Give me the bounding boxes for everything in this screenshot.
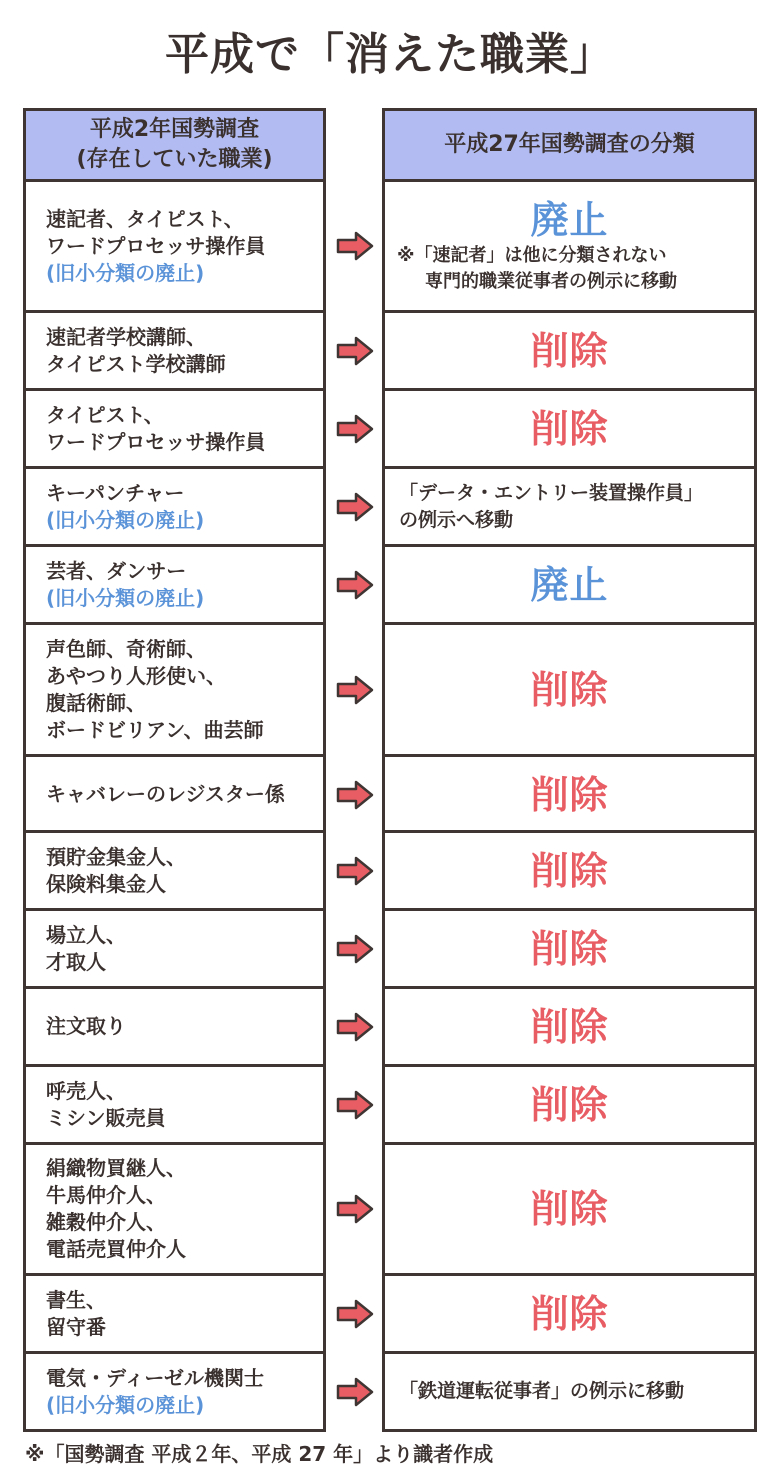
right-arrow-icon [336, 570, 374, 600]
classification-status: 削除 [530, 1187, 609, 1231]
old-occupation-text: タイピスト、 [46, 402, 164, 427]
new-classification-cell [382, 908, 757, 989]
page-title: 平成で「消えた職業」 [165, 29, 615, 80]
old-occupation-cell [23, 754, 326, 835]
classification-status: 削除 [530, 772, 609, 817]
new-classification-cell [382, 466, 757, 547]
right-arrow-icon [336, 336, 374, 366]
left-header-line1: 平成2年国勢調査 [89, 117, 260, 142]
new-classification-cell [382, 830, 757, 911]
old-occupation-text: タイピスト学校講師 [46, 351, 226, 376]
new-classification-cell [382, 1351, 757, 1432]
old-occupation-text: 声色師、奇術師、 [46, 636, 206, 661]
old-occupation-text: 牛馬仲介人、 [46, 1183, 166, 1207]
right-arrow-icon [336, 780, 374, 810]
right-arrow-icon [336, 492, 374, 522]
classification-status: 削除 [530, 1291, 609, 1336]
new-classification-cell [382, 544, 757, 625]
left-header-line2: (存在していた職業) [76, 147, 273, 172]
old-occupation-text: 腹話術師、 [46, 690, 146, 715]
new-classification-cell [382, 1273, 757, 1354]
relocation-note-line: 専門的職業従事者の例示に移動 [425, 271, 677, 292]
old-occupation-text: 雑穀仲介人、 [46, 1210, 166, 1234]
abolished-category-note: (旧小分類の廃止) [46, 585, 205, 610]
right-column-header [382, 108, 757, 182]
right-arrow-icon [336, 231, 374, 261]
old-occupation-text: 留守番 [46, 1314, 106, 1339]
old-occupation-cell [23, 1351, 326, 1432]
right-arrow-icon [336, 1012, 374, 1042]
old-occupation-text: キーパンチャー [46, 480, 185, 505]
classification-status: 廃止 [530, 562, 609, 607]
classification-status: 削除 [530, 1004, 609, 1049]
new-classification-cell [382, 622, 757, 757]
old-occupation-cell [23, 1273, 326, 1354]
old-occupation-text: 預貯金集金人、 [46, 844, 186, 869]
old-occupation-text: 呼売人、 [46, 1078, 126, 1103]
old-occupation-text: ボードビリアン、曲芸師 [46, 717, 264, 742]
moved-to-note [385, 1378, 754, 1405]
old-occupation-cell [23, 388, 326, 469]
left-column-header [23, 108, 326, 182]
old-occupation-cell [23, 830, 326, 911]
new-classification-cell [382, 179, 757, 313]
old-occupation-text: 注文取り [46, 1014, 126, 1038]
classification-status: 削除 [530, 1082, 609, 1127]
abolished-category-note: (旧小分類の廃止) [46, 1392, 205, 1417]
new-classification-cell [382, 388, 757, 469]
old-occupation-cell [23, 179, 326, 313]
classification-status: 削除 [530, 328, 609, 373]
old-occupation-cell [23, 466, 326, 547]
old-occupation-cell [23, 544, 326, 625]
old-occupation-cell [23, 908, 326, 989]
relocation-note-line: ※「速記者」は他に分類されない [397, 245, 667, 266]
classification-status: 削除 [530, 406, 609, 451]
moved-to-text: の例示へ移動 [399, 508, 514, 531]
old-occupation-cell [23, 622, 326, 757]
old-occupation-text: 才取人 [46, 949, 106, 974]
moved-to-text: 「データ・エントリー装置操作員」 [399, 481, 704, 504]
new-classification-cell [382, 310, 757, 391]
old-occupation-text: ワードプロセッサ操作員 [46, 429, 266, 454]
old-occupation-text: 絹織物買継人、 [46, 1156, 186, 1180]
footer-source-note: ※「国勢調査 平成２年、平成 27 年」より識者作成 [25, 1442, 494, 1466]
right-arrow-icon [336, 1194, 374, 1224]
right-arrow-icon [336, 1299, 374, 1329]
classification-status: 削除 [530, 848, 609, 893]
old-occupation-text: 書生、 [46, 1287, 106, 1312]
moved-to-text: 「鉄道運転従事者」の例示に移動 [399, 1380, 685, 1402]
classification-status: 廃止 [530, 198, 609, 242]
abolished-category-note: (旧小分類の廃止) [46, 507, 205, 532]
old-occupation-text: 保険料集金人 [46, 871, 166, 896]
right-arrow-icon [336, 1090, 374, 1120]
new-classification-cell [382, 986, 757, 1067]
old-occupation-text: 速記者、タイピスト、 [46, 206, 244, 231]
old-occupation-cell [23, 310, 326, 391]
moved-to-note [385, 480, 754, 534]
abolished-category-note: (旧小分類の廃止) [46, 260, 205, 285]
right-arrow-icon [336, 934, 374, 964]
old-occupation-text: 電気・ディーゼル機関士 [46, 1365, 264, 1390]
right-arrow-icon [336, 675, 374, 705]
old-occupation-cell [23, 1142, 326, 1276]
right-arrow-icon [336, 414, 374, 444]
classification-status: 削除 [530, 926, 609, 971]
new-classification-cell [382, 1064, 757, 1145]
old-occupation-cell [23, 986, 326, 1067]
old-occupation-text: キャバレーのレジスター係 [46, 782, 285, 806]
new-classification-cell [382, 1142, 757, 1276]
old-occupation-text: ワードプロセッサ操作員 [46, 233, 266, 258]
classification-status: 削除 [530, 667, 609, 712]
old-occupation-text: 電話売買仲介人 [46, 1237, 186, 1261]
old-occupation-cell [23, 1064, 326, 1145]
old-occupation-text: 芸者、ダンサー [46, 558, 187, 583]
new-classification-cell [382, 754, 757, 835]
relocation-note [385, 243, 754, 295]
right-header-text: 平成27年国勢調査の分類 [444, 132, 695, 157]
right-arrow-icon [336, 856, 374, 886]
right-arrow-icon [336, 1377, 374, 1407]
old-occupation-text: 場立人、 [46, 922, 126, 947]
old-occupation-text: あやつり人形使い、 [46, 663, 226, 688]
old-occupation-text: 速記者学校講師、 [46, 324, 206, 349]
old-occupation-text: ミシン販売員 [46, 1105, 166, 1130]
